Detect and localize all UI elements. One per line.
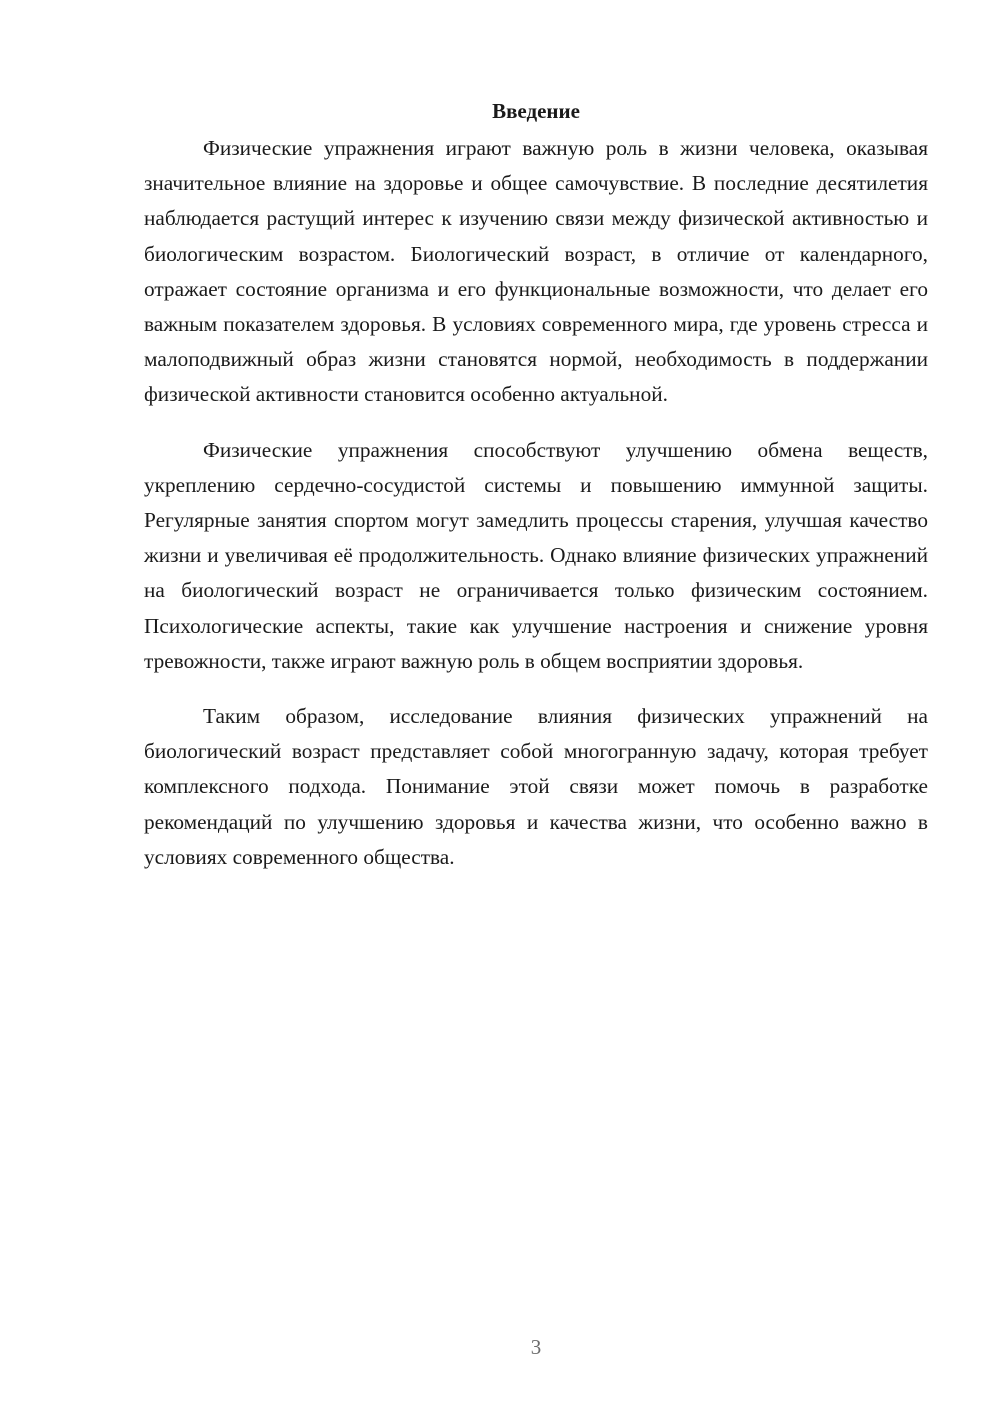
paragraph-1: Физические упражнения играют важную роль в жизни человека, оказывая значительное влияние на здоровье и общее самочувствие. В последние десятилетия наблюдается растущий интерес к изучению связи между физической активностью и биологическим возрастом. Биологический возраст, в отличие от календарного, отражает состояние организма и его функциональные возможности, что делает его важным показателем здоровья. В условиях современного мира, где уровень стресса и малоподвижный образ жизни становятся нормой, необходимость в поддержании физической активности становится особенно актуальной.	[144, 136, 928, 407]
paragraph-2: Физические упражнения способствуют улучшению обмена веществ, укреплению сердечно-сосудистой системы и повышению иммунной защиты. Регулярные занятия спортом могут замедлить процессы старения, улучшая качество жизни и увеличивая её продолжительность. Однако влияние физических упражнений на биологический возраст не ограничивается только физическим состоянием. Психологические аспекты, такие как улучшение настроения и снижение уровня тревожности, также играют важную роль в общем восприятии здоровья.	[144, 437, 928, 673]
section-title: Введение	[492, 99, 580, 123]
document-body	[144, 95, 928, 895]
page-number: 3	[530, 1335, 542, 1359]
paragraph-3: Таким образом, исследование влияния физических упражнений на биологический возраст представляет собой многогранную задачу, которая требует комплексного подхода. Понимание этой связи может помочь в разработке рекомендаций по улучшению здоровья и качества жизни, что особенно важно в условиях современного общества.	[144, 704, 928, 869]
